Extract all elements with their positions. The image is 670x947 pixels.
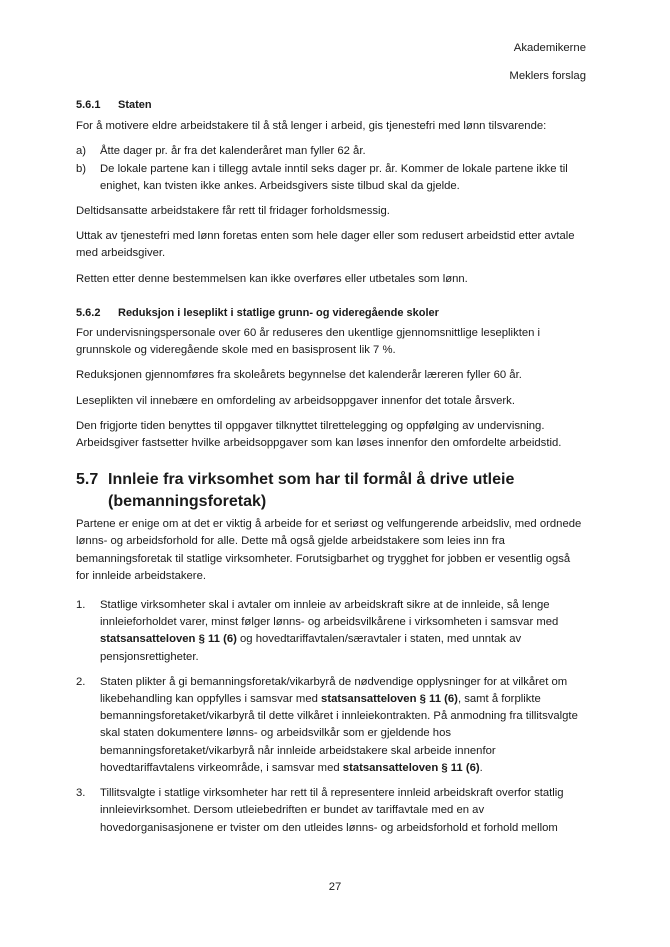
section-title: Staten bbox=[118, 99, 152, 111]
paragraph: Partene er enige om at det er viktig å arbeide for et seriøst og velfungerende arbeidsliv, med ordnede lønns- og arbeidsforhold for alle. Dette må også gjelde arbeidstakere som leies inn fra bemanningsforetak til statlige virksomheter. Forutsigbarhet og trygghet for jobben er vesentlig også for innleide arbeidstakere. bbox=[76, 518, 582, 582]
paragraph: Leseplikten vil innebære en omfordeling av arbeidsoppgaver innenfor det totale årsverk. bbox=[76, 394, 515, 407]
section-title: Reduksjon i leseplikt i statlige grunn- og videregående skoler bbox=[118, 306, 439, 319]
paragraph: Uttak av tjenestefri med lønn foretas enten som hele dager eller som redusert arbeidstid etter avtale med arbeidsgiver. bbox=[76, 230, 575, 260]
section-number: 5.7 bbox=[76, 471, 99, 489]
header-subtitle: Meklers forslag bbox=[509, 70, 586, 82]
list-item bbox=[76, 785, 586, 837]
section-5-6-1-heading bbox=[76, 97, 586, 114]
page-number: 27 bbox=[328, 881, 342, 893]
paragraph: For å motivere eldre arbeidstakere til å stå lenger i arbeid, gis tjenestefri med lønn tilsvarende: bbox=[76, 120, 547, 133]
section-5-7-heading bbox=[76, 469, 586, 513]
list-marker: b) bbox=[76, 162, 87, 175]
law-reference: statsansatteloven § 11 (6) bbox=[100, 633, 237, 646]
paragraph: Deltidsansatte arbeidstakere får rett til fridager forholdsmessig. bbox=[76, 205, 390, 218]
list-marker: 3. bbox=[76, 787, 86, 800]
section-title: Innleie fra virksomhet som har til formål å drive utleie (bemanningsforetak) bbox=[108, 471, 515, 511]
list-text: Tillitsvalgte i statlige virksomheter har rett til å representere innleid arbeidskraft overfor statlig innleievirksomhet. Dersom utleiebedriften er bundet av tariffavtale med en av hovedorganisasjonene er tvister om den utleides lønns- og arbeidsforhold et forhold mellom bbox=[100, 787, 564, 834]
list-item bbox=[76, 597, 586, 666]
law-reference: statsansatteloven § 11 (6) bbox=[342, 761, 480, 774]
paragraph: Retten etter denne bestemmelsen kan ikke overføres eller utbetales som lønn. bbox=[76, 272, 468, 285]
paragraph: Den frigjorte tiden benyttes til oppgaver tilknyttet tilrettelegging og oppfølging av undervisning. Arbeidsgiver fastsetter hvilke arbeidsoppgaver som kan løses innenfor den omfordelte arbeidstid. bbox=[76, 419, 562, 450]
section-5-6-2-heading bbox=[76, 305, 586, 322]
paragraph: For undervisningspersonale over 60 år reduseres den ukentlige gjennomsnittlige leseplikten i grunnskole og videregående skole med en basisprosent lik 7 %. bbox=[76, 327, 541, 357]
list-marker: a) bbox=[76, 145, 87, 158]
list-item bbox=[76, 161, 586, 195]
list-text: Åtte dager pr. år fra det kalenderåret man fyller 62 år. bbox=[100, 145, 366, 158]
paragraph: Reduksjonen gjennomføres fra skoleårets begynnelse det kalenderår læreren fyller 60 år. bbox=[76, 369, 522, 382]
list-marker: 1. bbox=[76, 599, 86, 612]
list-item bbox=[76, 674, 586, 777]
law-reference: statsansatteloven § 11 (6) bbox=[321, 693, 458, 706]
list-marker: 2. bbox=[76, 675, 86, 688]
header-org: Akademikerne bbox=[513, 42, 586, 54]
page-content bbox=[76, 97, 586, 837]
section-number: 5.6.1 bbox=[76, 99, 101, 111]
list-item bbox=[76, 143, 586, 160]
section-number: 5.6.2 bbox=[76, 306, 101, 319]
list-text: Staten plikter å gi bemanningsforetak/vikarbyrå de nødvendige opplysninger for at vilkåret om likebehandling kan oppfylles i samsvar med statsansatteloven § 11 (6), samt å forplikte bemanningsforetaket/vikarbyrå til dette vilkåret i innleiekontrakten. På anmodning fra tillitsvalgte skal staten dokumentere lønns- og arbeidsvilkår som er gjeldende hos bemanningsforetaket/vikarbyrå når innleide arbeidstakere skal arbeide innenfor hovedtariffavtalens virkeområde, i samsvar med statsansatteloven § 11 (6). bbox=[100, 675, 578, 774]
list-text: Statlige virksomheter skal i avtaler om innleie av arbeidskraft sikre at de innleide, så lenge innleieforholdet varer, minst følger lønns- og arbeidsvilkårene i virksomheten i samsvar med statsansatteloven § 11 (6) og hovedtariffavtalen/særavtaler i staten, med unntak av pensjonsrettigheter. bbox=[100, 599, 559, 663]
list-text: De lokale partene kan i tillegg avtale inntil seks dager pr. år. Kommer de lokale partene ikke til enighet, kan tvisten ikke ankes. Arbeidsgivers siste tilbud skal da gjelde. bbox=[100, 162, 568, 192]
